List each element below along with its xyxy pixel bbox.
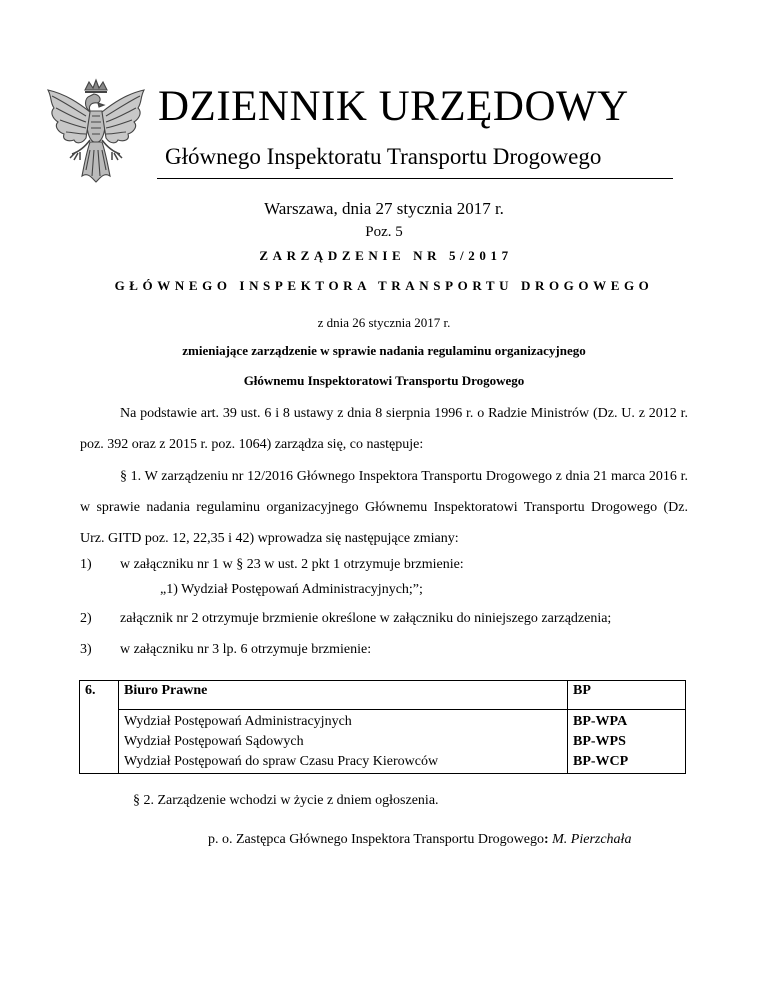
position-number: Poz. 5: [365, 224, 403, 240]
table-row: [80, 710, 686, 774]
list-item-number: 3): [80, 642, 92, 657]
signature-block: [208, 832, 631, 848]
organization-table: [79, 680, 686, 774]
act-subject-line: Głównemu Inspektoratowi Transportu Drogowego: [243, 373, 525, 388]
table-unit-cell: Biuro Prawne: [119, 681, 568, 710]
quoted-text: „1) Wydział Postępowań Administracyjnych;”;: [160, 582, 423, 597]
department-code: BP-WPS: [573, 734, 626, 749]
act-date: z dnia 26 stycznia 2017 r.: [317, 315, 451, 330]
act-subject-line: zmieniające zarządzenie w sprawie nadania regulaminu organizacyjnego: [182, 343, 586, 358]
list-item-text: załącznik nr 2 otrzymuje brzmienie określone w załączniku do niniejszego zarządzenia;: [120, 611, 612, 626]
paragraph-1: § 1. W zarządzeniu nr 12/2016 Głównego Inspektora Transportu Drogowego z dnia 21 marca 2016 r. w sprawie nadania regulaminu organizacyjnego Głównemu Inspektoratowi Transportu Drogowego (Dz. Urz. GITD poz. 12, 22,35 i 42) wprowadza się następujące zmiany:: [80, 469, 688, 546]
list-item-text: w załączniku nr 1 w § 23 w ust. 2 pkt 1 otrzymuje brzmienie:: [120, 557, 464, 572]
signature-name: M. Pierzchała: [552, 832, 632, 847]
signature-separator: :: [543, 832, 549, 847]
polish-eagle-emblem-icon: [40, 78, 152, 190]
journal-title: DZIENNIK URZĘDOWY: [158, 83, 629, 130]
issuer-heading: GŁÓWNEGO INSPEKTORA TRANSPORTU DROGOWEGO: [114, 278, 654, 293]
table-lp-cell: 6.: [80, 681, 119, 774]
table-departments-cell: [119, 710, 568, 774]
list-item-number: 2): [80, 611, 92, 626]
place-and-date: Warszawa, dnia 27 stycznia 2017 r.: [264, 199, 504, 218]
list-item-text: w załączniku nr 3 lp. 6 otrzymuje brzmienie:: [120, 642, 372, 657]
department-name: Wydział Postępowań do spraw Czasu Pracy Kierowców: [124, 754, 439, 769]
table-unit-code-cell: BP: [568, 681, 686, 710]
department-name: Wydział Postępowań Administracyjnych: [124, 714, 352, 729]
list-item-number: 1): [80, 557, 92, 572]
masthead-divider: [157, 178, 673, 179]
journal-subtitle: Głównego Inspektoratu Transportu Drogowego: [165, 144, 602, 169]
department-code: BP-WCP: [573, 754, 629, 769]
department-name: Wydział Postępowań Sądowych: [124, 734, 304, 749]
department-code: BP-WPA: [573, 714, 628, 729]
table-department-codes-cell: [568, 710, 686, 774]
table-row: [80, 681, 686, 710]
legal-basis-paragraph: Na podstawie art. 39 ust. 6 i 8 ustawy z dnia 8 sierpnia 1996 r. o Radzie Ministrów (Dz. U. z 2012 r. poz. 392 oraz z 2015 r. poz. 1064) zarządza się, co następuje:: [80, 406, 688, 452]
signature-role: p. o. Zastępca Głównego Inspektora Transportu Drogowego: [208, 832, 544, 847]
paragraph-2: § 2. Zarządzenie wchodzi w życie z dniem ogłoszenia.: [133, 793, 439, 808]
act-type-heading: ZARZĄDZENIE NR 5/2017: [259, 248, 513, 263]
